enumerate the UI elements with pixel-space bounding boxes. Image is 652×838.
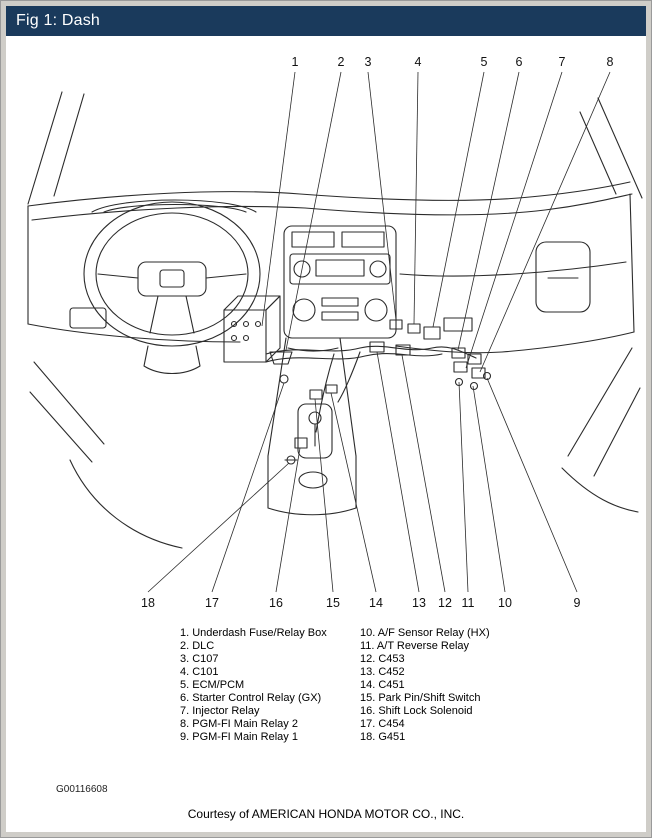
legend-item: 16. Shift Lock Solenoid — [360, 705, 473, 717]
callout-8: 8 — [606, 55, 614, 69]
callout-13: 13 — [412, 596, 426, 610]
legend-item: 12. C453 — [360, 653, 405, 665]
callout-17: 17 — [205, 596, 219, 610]
callout-2: 2 — [337, 55, 345, 69]
figure-title: Fig 1: Dash — [16, 12, 101, 29]
interior-lines — [30, 348, 640, 548]
callout-7: 7 — [558, 55, 566, 69]
callout-18: 18 — [141, 596, 155, 610]
dashboard-drawing — [28, 92, 642, 548]
legend-item: 2. DLC — [180, 640, 215, 652]
legend-item: 8. PGM-FI Main Relay 2 — [180, 718, 298, 730]
legend-item: 17. C454 — [360, 718, 405, 730]
courtesy-note: Courtesy of AMERICAN HONDA MOTOR CO., INC. — [187, 807, 465, 821]
callout-14: 14 — [369, 596, 383, 610]
legend-item: 7. Injector Relay — [180, 705, 260, 717]
callout-16: 16 — [269, 596, 283, 610]
callout-12: 12 — [438, 596, 452, 610]
legend — [180, 627, 646, 744]
steering-wheel — [84, 202, 260, 374]
callout-numbers — [141, 55, 613, 610]
callout-5: 5 — [480, 55, 488, 69]
legend-item: 1. Underdash Fuse/Relay Box — [180, 627, 327, 639]
callout-10: 10 — [498, 596, 512, 610]
legend-item: 3. C107 — [180, 653, 219, 665]
legend-item: 4. C101 — [180, 666, 219, 678]
figure-header — [6, 6, 646, 36]
legend-item: 15. Park Pin/Shift Switch — [360, 692, 481, 704]
callout-9: 9 — [573, 596, 581, 610]
legend-item: 6. Starter Control Relay (GX) — [180, 692, 322, 704]
dash-panel — [28, 182, 634, 353]
callout-leader-lines — [148, 72, 610, 592]
legend-item: 9. PGM-FI Main Relay 1 — [180, 731, 298, 743]
legend-item: 11. A/T Reverse Relay — [360, 640, 470, 652]
callout-3: 3 — [364, 55, 372, 69]
legend-item: 14. C451 — [360, 679, 405, 691]
legend-item: 18. G451 — [360, 731, 406, 743]
legend-column-left — [180, 627, 360, 744]
callout-15: 15 — [326, 596, 340, 610]
figure-content — [6, 36, 646, 832]
dash-diagram — [6, 36, 646, 621]
callout-6: 6 — [515, 55, 523, 69]
legend-item: 13. C452 — [360, 666, 405, 678]
center-stack — [284, 226, 396, 338]
legend-item: 10. A/F Sensor Relay (HX) — [360, 627, 490, 639]
callout-11: 11 — [461, 596, 475, 610]
callout-1: 1 — [291, 55, 299, 69]
legend-column-right — [360, 627, 490, 744]
relay-cluster — [452, 348, 491, 390]
callout-4: 4 — [414, 55, 422, 69]
legend-item: 5. ECM/PCM — [180, 679, 245, 691]
figure-id: G00116608 — [56, 784, 108, 795]
